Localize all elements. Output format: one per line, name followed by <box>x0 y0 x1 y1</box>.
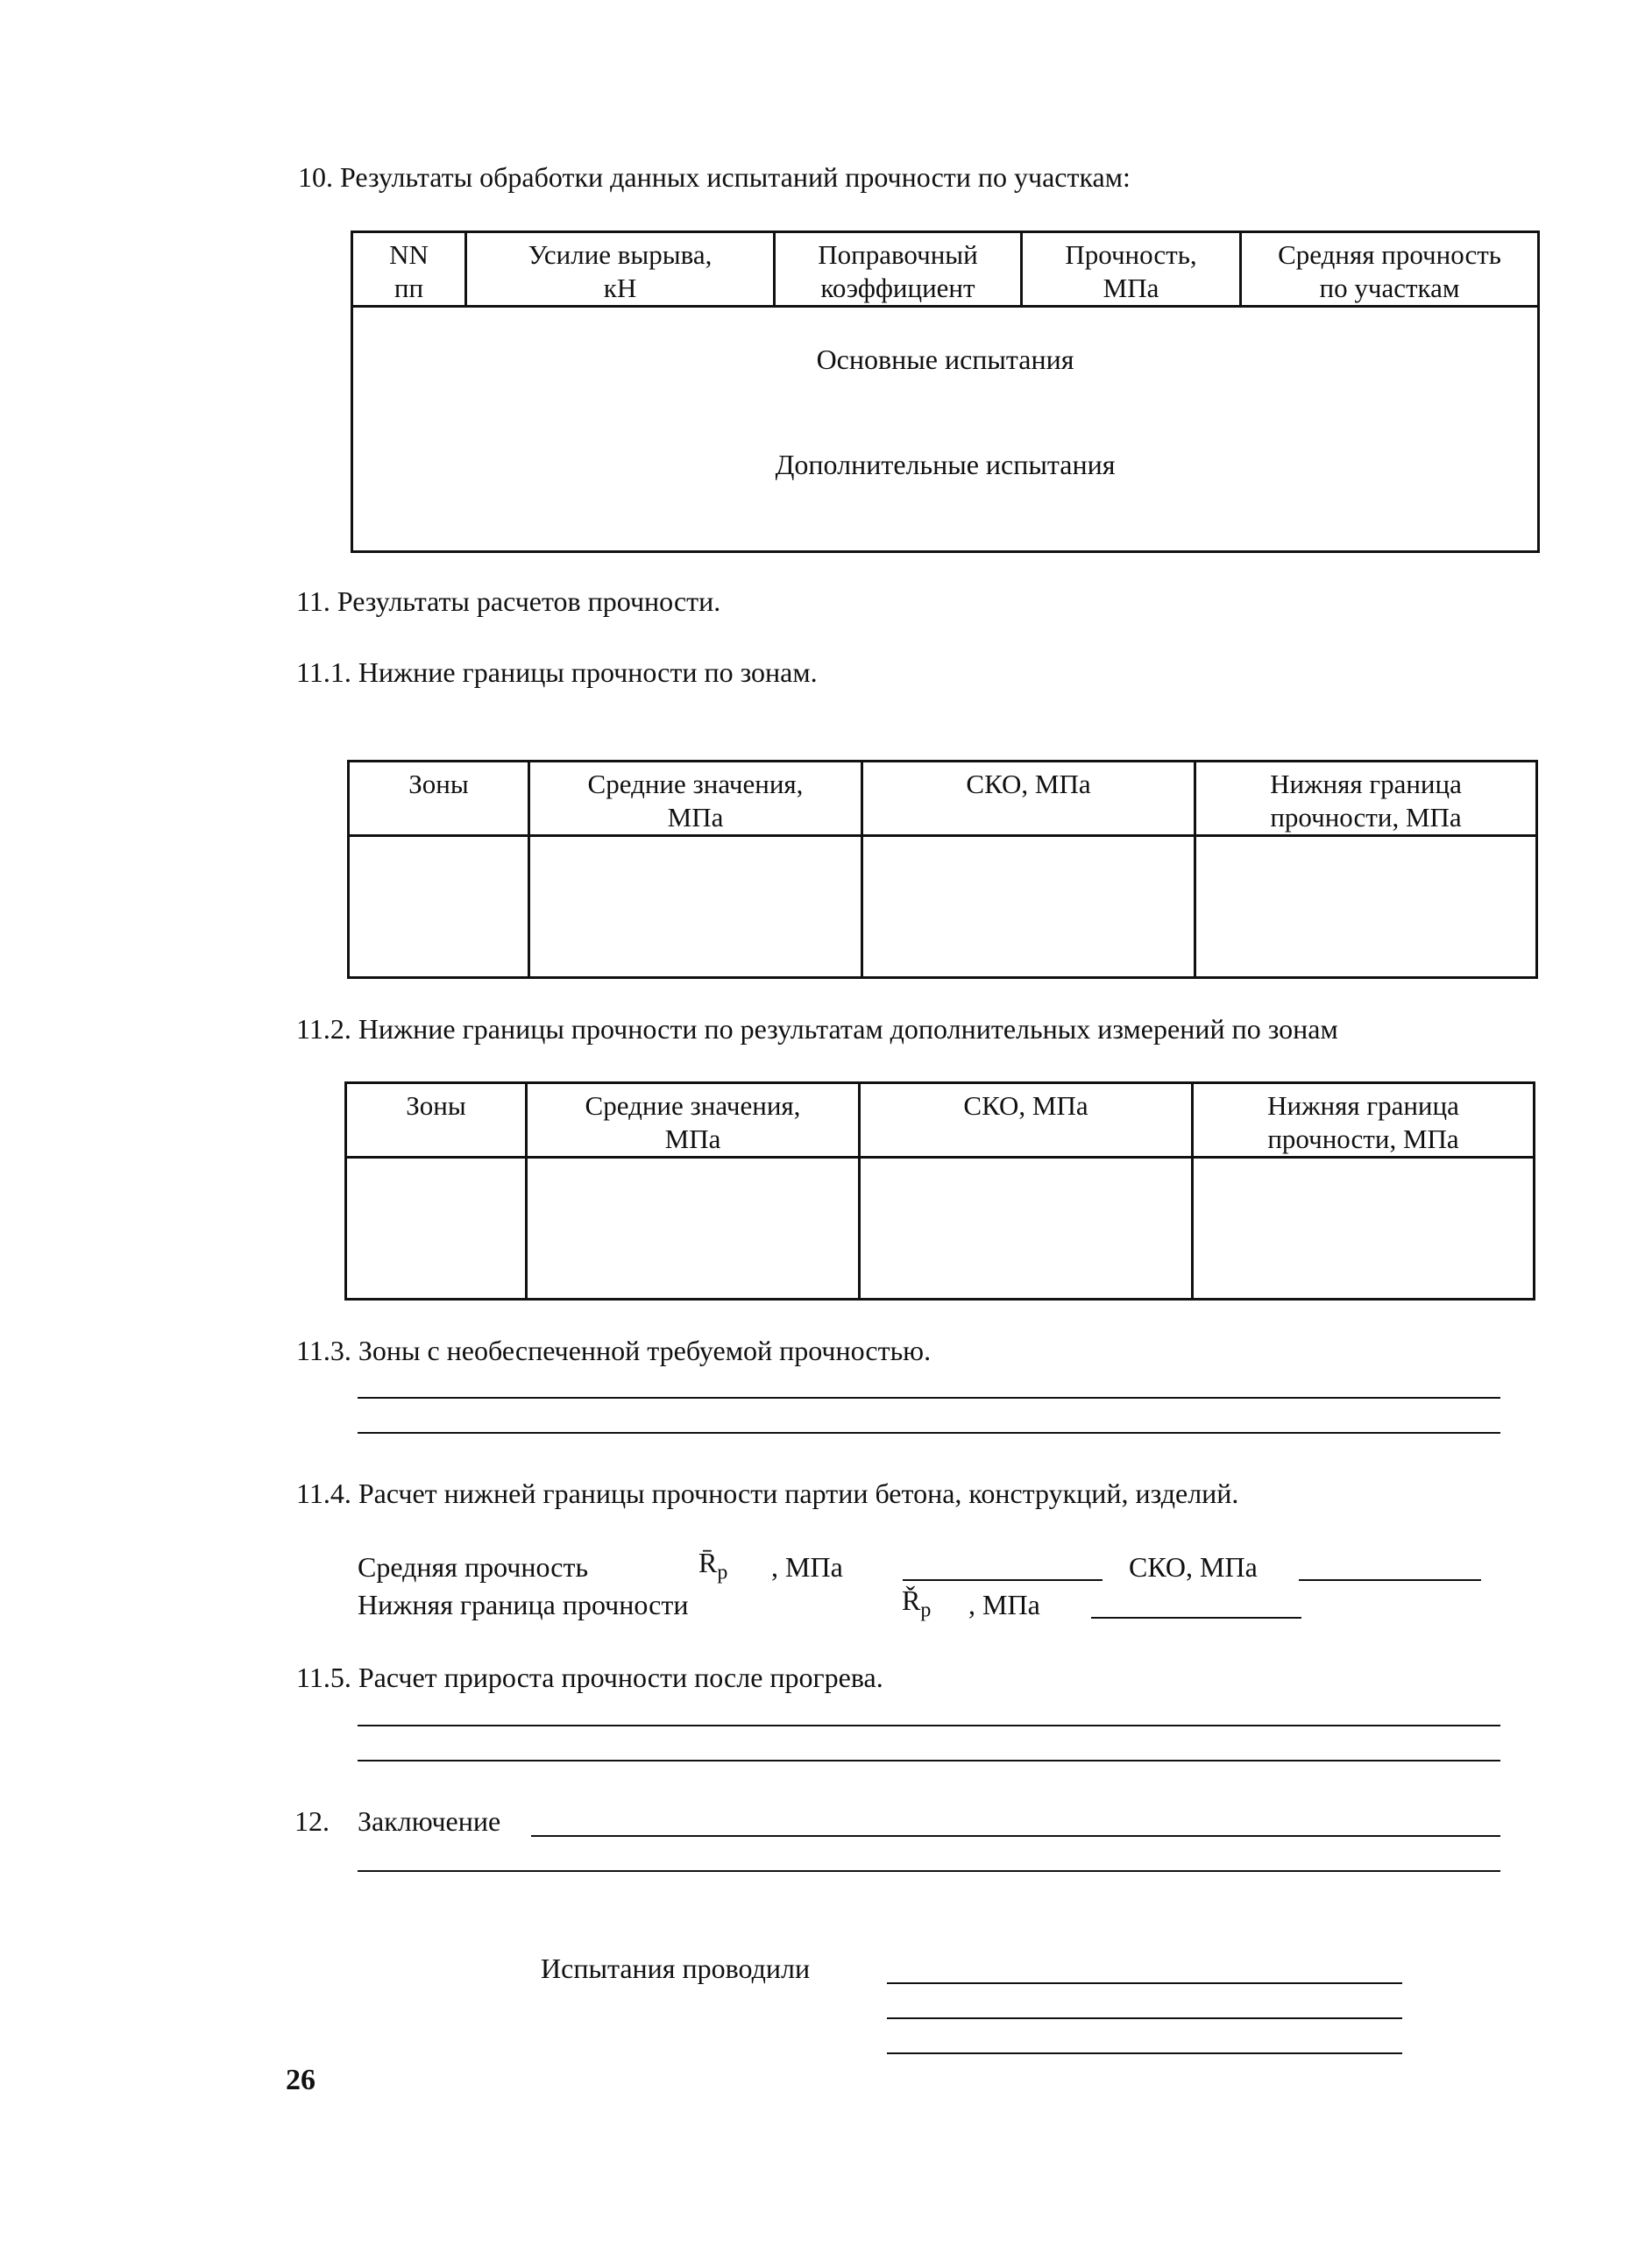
mean-strength-unit: , МПа <box>771 1551 843 1583</box>
column-header: Зоны <box>349 762 529 836</box>
lower-bound-fill-line <box>1091 1617 1301 1619</box>
conclusion-fill-line <box>531 1835 1500 1837</box>
lower-bound-label: Нижняя граница прочности <box>358 1589 689 1620</box>
lower-bounds-by-zones-table <box>347 760 1538 979</box>
page-number: 26 <box>286 2064 316 2096</box>
column-header: СКО, МПа <box>860 1083 1193 1158</box>
signature-line <box>887 1982 1402 1984</box>
fill-line <box>358 1760 1500 1761</box>
sko-fill-line <box>1299 1579 1481 1581</box>
column-header: Средние значения, МПа <box>529 762 862 836</box>
empty-cell <box>346 1158 527 1300</box>
empty-cell <box>349 836 529 978</box>
signature-line <box>887 2052 1402 2054</box>
section-11-title: 11. Результаты расчетов прочности. <box>296 585 721 617</box>
empty-cell <box>860 1158 1193 1300</box>
column-header: Нижняя граница прочности, МПа <box>1193 1083 1535 1158</box>
section-10-title: 10. Результаты обработки данных испытаний прочности по участкам: <box>298 161 1131 193</box>
empty-cell <box>862 836 1195 978</box>
column-header: Поправочный коэффициент <box>775 232 1022 307</box>
column-header: Средняя прочность по участкам <box>1241 232 1539 307</box>
section-11-5-title: 11.5. Расчет прироста прочности после прогрева. <box>296 1662 883 1693</box>
conclusion-label: Заключение <box>358 1805 501 1837</box>
column-header: NN пп <box>352 232 466 307</box>
tests-body-cell <box>352 307 1539 552</box>
main-tests-label: Основные испытания <box>816 344 1074 375</box>
strength-by-sites-table <box>351 230 1540 553</box>
column-header: Нижняя граница прочности, МПа <box>1195 762 1537 836</box>
mean-strength-label: Средняя прочность <box>358 1551 589 1583</box>
sko-label: СКО, МПа <box>1129 1551 1258 1583</box>
fill-line <box>358 1432 1500 1434</box>
column-header: Средние значения, МПа <box>527 1083 860 1158</box>
column-header: Зоны <box>346 1083 527 1158</box>
empty-cell <box>529 836 862 978</box>
lower-bound-unit: , МПа <box>968 1589 1040 1620</box>
column-header: СКО, МПа <box>862 762 1195 836</box>
empty-cell <box>527 1158 860 1300</box>
section-11-4-title: 11.4. Расчет нижней границы прочности партии бетона, конструкций, изделий. <box>296 1478 1239 1509</box>
fill-line <box>358 1725 1500 1726</box>
section-11-3-title: 11.3. Зоны с необеспеченной требуемой прочностью. <box>296 1335 932 1366</box>
empty-cell <box>1195 836 1537 978</box>
lower-bound-symbol: $Ř_p$ <box>902 1584 932 1622</box>
mean-strength-fill-line <box>903 1579 1103 1581</box>
signatures-label: Испытания проводили <box>541 1953 811 1984</box>
column-header: Усилие вырыва, кН <box>466 232 775 307</box>
empty-cell <box>1193 1158 1535 1300</box>
fill-line <box>358 1397 1500 1399</box>
lower-bounds-additional-table <box>344 1081 1535 1301</box>
section-11-2-title: 11.2. Нижние границы прочности по результатам дополнительных измерений по зонам <box>296 1013 1338 1045</box>
mean-strength-symbol: $R̄_p$ <box>698 1547 728 1584</box>
section-12-number: 12. <box>294 1805 330 1837</box>
column-header: Прочность, МПа <box>1022 232 1241 307</box>
additional-tests-label: Дополнительные испытания <box>775 449 1116 480</box>
signature-line <box>887 2017 1402 2019</box>
fill-line <box>358 1870 1500 1872</box>
section-11-1-title: 11.1. Нижние границы прочности по зонам. <box>296 656 818 688</box>
